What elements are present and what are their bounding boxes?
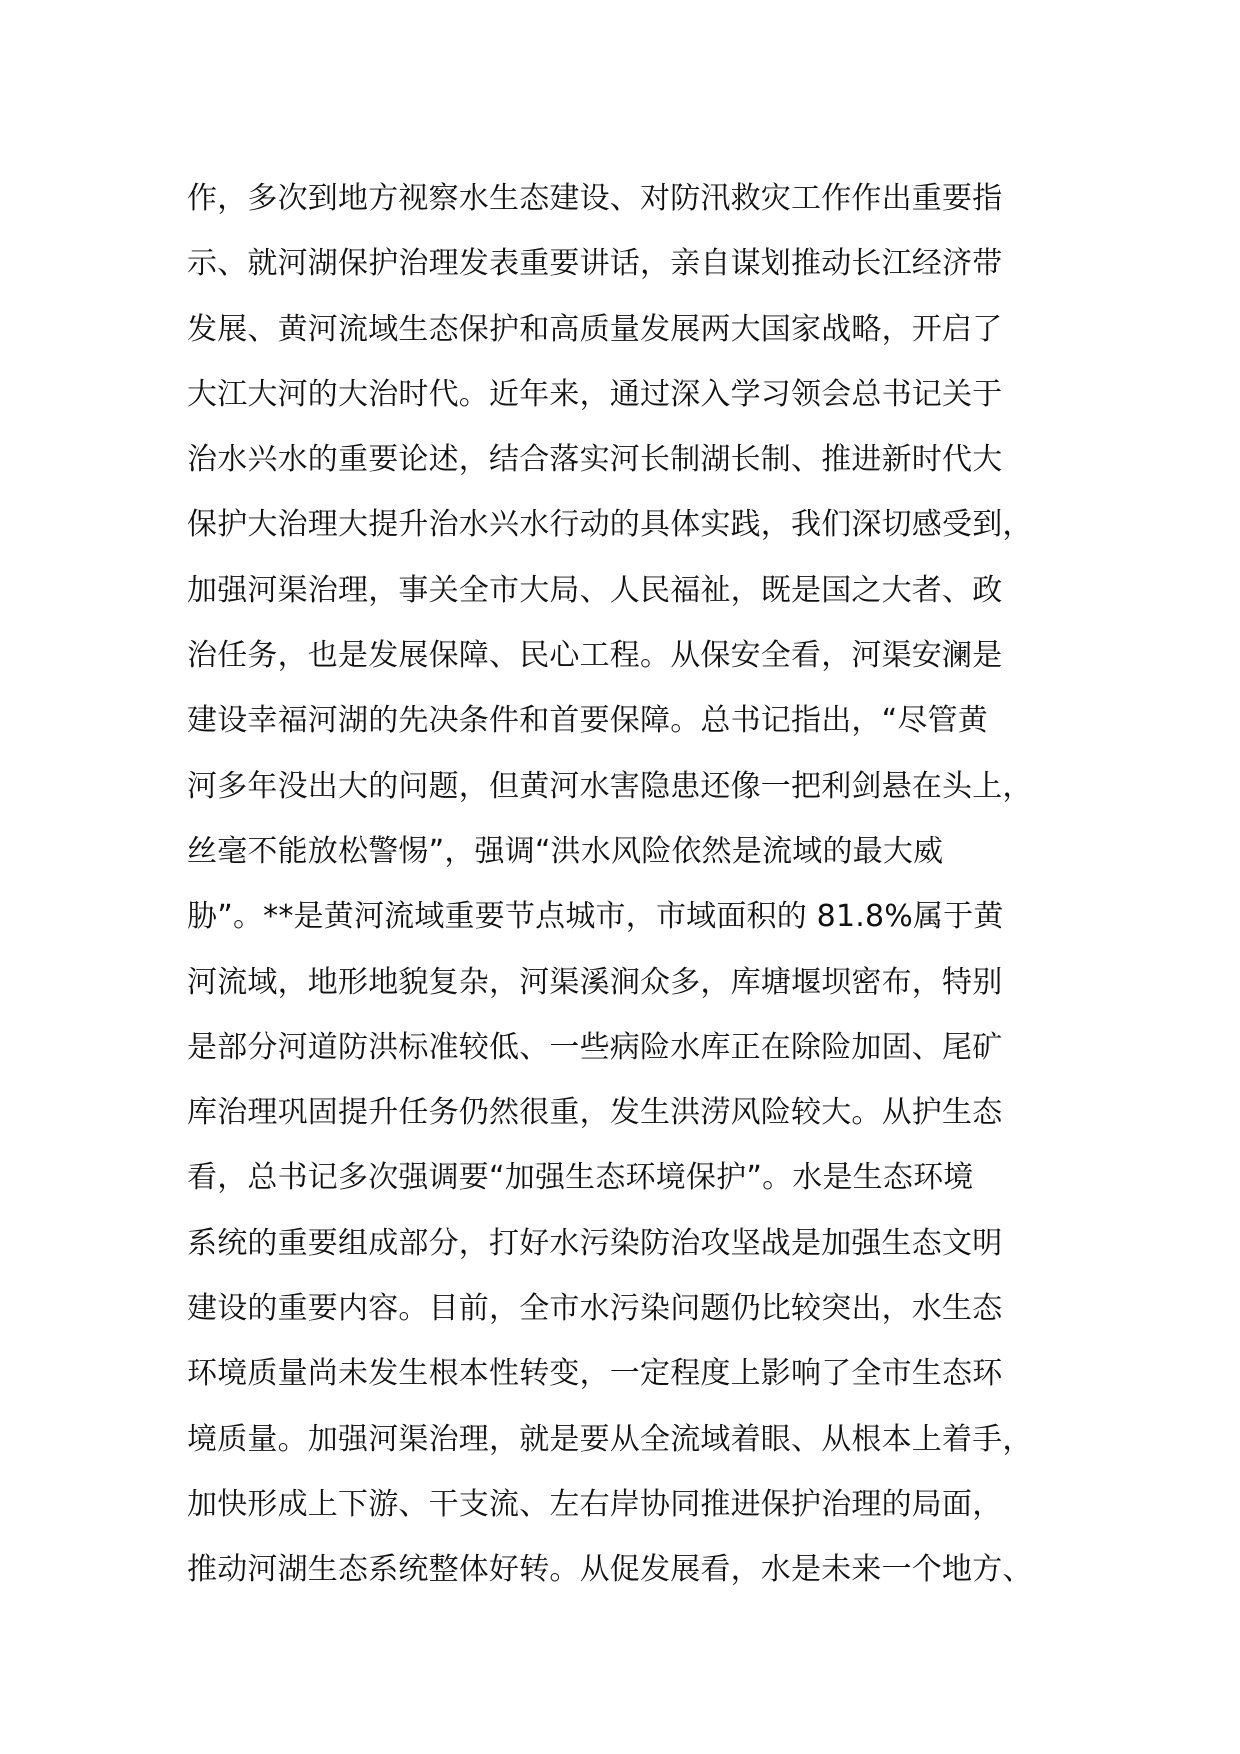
text-line: 加快形成上下游、干支流、左右岸协同推进保护治理的局面， — [187, 1486, 1003, 1522]
text-line: 丝毫不能放松警惕”，强调“洪水风险依然是流域的最大威 — [187, 833, 944, 869]
text-line: 环境质量尚未发生根本性转变，一定程度上影响了全市生态环 — [187, 1356, 1003, 1392]
text-line: 示、就河湖保护治理发表重要讲话，亲自谋划推动长江经济带 — [187, 246, 1003, 282]
text-line: 大江大河的大治时代。近年来，通过深入学习领会总书记关于 — [187, 376, 1003, 412]
body-text — [187, 166, 1087, 1603]
text-line: 胁”。**是黄河流域重要节点城市，市域面积的 81.8%属于黄 — [187, 899, 1004, 935]
text-line: 库治理巩固提升任务仍然很重，发生洪涝风险较大。从护生态 — [187, 1095, 1003, 1131]
text-line: 境质量。加强河渠治理，就是要从全流域着眼、从根本上着手， — [187, 1421, 1033, 1457]
text-line: 保护大治理大提升治水兴水行动的具体实践，我们深切感受到， — [187, 507, 1033, 543]
text-line: 加强河渠治理，事关全市大局、人民福祉，既是国之大者、政 — [187, 572, 1003, 608]
text-line: 发展、黄河流域生态保护和高质量发展两大国家战略，开启了 — [187, 311, 1003, 347]
text-line: 治水兴水的重要论述，结合落实河长制湖长制、推进新时代大 — [187, 442, 1003, 478]
text-line: 看，总书记多次强调要“加强生态环境保护”。水是生态环境 — [187, 1160, 974, 1196]
text-line: 治任务，也是发展保障、民心工程。从保安全看，河渠安澜是 — [187, 638, 1003, 674]
text-line: 是部分河道防洪标准较低、一些病险水库正在除险加固、尾矿 — [187, 1029, 1003, 1065]
text-line: 作，多次到地方视察水生态建设、对防汛救灾工作作出重要指 — [187, 181, 1003, 216]
text-line: 建设幸福河湖的先决条件和首要保障。总书记指出，“尽管黄 — [187, 703, 988, 739]
text-line: 河流域，地形地貌复杂，河渠溪涧众多，库塘堰坝密布，特别 — [187, 964, 1003, 1000]
text-line: 系统的重要组成部分，打好水污染防治攻坚战是加强生态文明 — [187, 1225, 1003, 1261]
text-line: 河多年没出大的问题，但黄河水害隐患还像一把利剑悬在头上， — [187, 768, 1033, 804]
text-line: 建设的重要内容。目前，全市水污染问题仍比较突出，水生态 — [187, 1291, 1003, 1327]
text-line: 推动河湖生态系统整体好转。从促发展看，水是未来一个地方、 — [187, 1552, 1033, 1588]
